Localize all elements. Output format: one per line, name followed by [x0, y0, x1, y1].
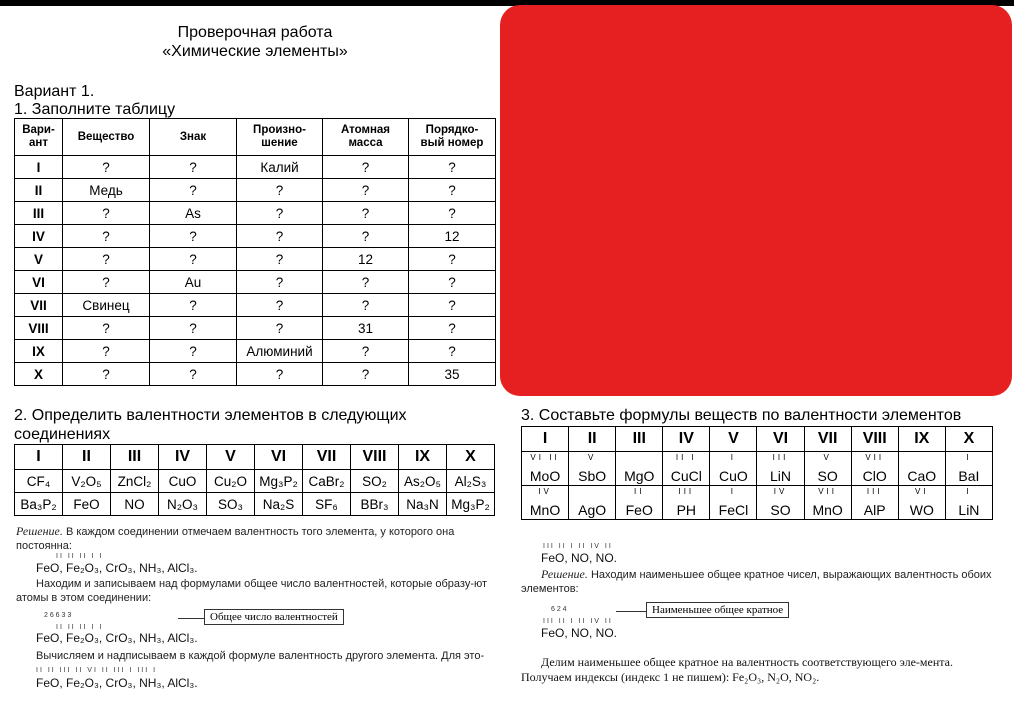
- elements-table-row: [15, 271, 496, 294]
- elements-table-cell: Свинец: [63, 294, 150, 317]
- solution-left-valence-marks-3: II II III II VI II III I III I: [36, 667, 158, 674]
- formula-table-header-cell: IV: [663, 427, 710, 452]
- elements-table-cell: I: [15, 156, 63, 179]
- elements-table-cell: ?: [150, 179, 237, 202]
- elements-table-cell: ?: [237, 294, 323, 317]
- formula-text: AgO: [578, 502, 607, 518]
- valence-table-cell: Ba₃P₂: [15, 493, 63, 516]
- callout-lcm: Наименьшее общее кратное: [646, 602, 789, 618]
- formula-text: SO: [817, 468, 838, 484]
- solution-right-formula-1: FeO, NO, NO.: [541, 551, 618, 565]
- valence-table-cell: CaBr₂: [303, 470, 351, 493]
- elements-table-cell: ?: [409, 248, 496, 271]
- elements-table-cell: Калий: [237, 156, 323, 179]
- valence-table-header-cell: VII: [303, 445, 351, 470]
- valence-table-cell: Mg₃P₂: [447, 493, 495, 516]
- elements-table-cell: VII: [15, 294, 63, 317]
- formula-table-header-cell: V: [710, 427, 757, 452]
- formula-table-header-cell: X: [945, 427, 992, 452]
- valence-table-header-cell: IV: [159, 445, 207, 470]
- valence-mark: VII: [865, 453, 885, 462]
- elements-table-cell: ?: [237, 202, 323, 225]
- elements-table-cell: ?: [409, 156, 496, 179]
- callout-line-right: [616, 611, 646, 612]
- valence-table-cell: ZnCl₂: [111, 470, 159, 493]
- valence-mark: I: [966, 453, 972, 462]
- formula-text: MnO: [529, 502, 561, 518]
- valence-table-cell: CuO: [159, 470, 207, 493]
- task3-heading: 3. Составьте формулы веществ по валентности элементов: [521, 407, 962, 424]
- valence-mark: I: [730, 487, 737, 496]
- elements-table-cell: ?: [150, 156, 237, 179]
- valence-mark: VI II: [530, 453, 560, 462]
- formula-table-cell: [898, 486, 945, 520]
- formula-text: MgO: [624, 468, 655, 484]
- elements-table-cell: 35: [409, 363, 496, 386]
- valence-mark: V: [587, 453, 597, 462]
- elements-table-cell: ?: [63, 317, 150, 340]
- formula-text: CuCl: [670, 468, 702, 484]
- formula-table-cell: [710, 452, 757, 486]
- elements-table-cell: ?: [150, 225, 237, 248]
- valence-table-cell: NO: [111, 493, 159, 516]
- formula-text: CuO: [719, 468, 748, 484]
- valence-table: [14, 444, 495, 516]
- elements-table-cell: II: [15, 179, 63, 202]
- solution-left-p3: Вычисляем и надписываем в каждой формуле валентность другого элемента. Для это-: [36, 650, 485, 662]
- solution-left-p2: Находим и записываем над формулами общее число валентностей, которые образу-ют атомы в этом соединении:: [16, 578, 488, 604]
- elements-table-row: [15, 363, 496, 386]
- elements-table-row: [15, 156, 496, 179]
- formula-text: MoO: [529, 468, 561, 484]
- elements-table-cell: X: [15, 363, 63, 386]
- elements-table-cell: ?: [409, 317, 496, 340]
- valence-mark: III: [772, 453, 789, 462]
- page-title-line1: Проверочная работа: [177, 24, 333, 41]
- elements-table-cell: ?: [237, 248, 323, 271]
- solution-left-valence-marks-2: II II II I I: [56, 624, 104, 631]
- valence-mark: II I: [675, 453, 697, 462]
- formula-table-cell: [851, 452, 898, 486]
- task1-heading: 1. Заполните таблицу: [14, 101, 176, 118]
- solution-left-formula-1: FeO, Fe₂O₃, CrO₃, NH₃, AlCl₃.: [36, 561, 198, 575]
- solution-left-valence-marks-1: II II II I I: [56, 553, 104, 560]
- formula-table-cell: [569, 486, 616, 520]
- redaction-block: [500, 5, 1012, 396]
- formula-table-cell: [851, 486, 898, 520]
- formula-table-cell: [569, 452, 616, 486]
- valence-mark: I: [966, 487, 972, 496]
- elements-table-cell: III: [15, 202, 63, 225]
- solution-right-formula-2: FeO, NO, NO.: [541, 626, 618, 640]
- elements-table-cell: ?: [237, 179, 323, 202]
- valence-mark: IV: [538, 487, 552, 496]
- formula-table-cell: [804, 486, 851, 520]
- elements-table-cell: ?: [237, 317, 323, 340]
- elements-table-cell: VIII: [15, 317, 63, 340]
- valence-mark: V: [823, 453, 832, 462]
- valence-table-row-1: [15, 470, 495, 493]
- valence-table-header-cell: VI: [255, 445, 303, 470]
- solution-right-lcm-values: 6 2 4: [551, 606, 567, 613]
- elements-table-cell: ?: [409, 340, 496, 363]
- formula-table-cell: [945, 486, 992, 520]
- elements-table-cell: ?: [323, 156, 409, 179]
- formula-text: ClO: [862, 468, 887, 484]
- formula-table-cell: [522, 452, 569, 486]
- elements-table-header-cell: Порядко- вый номер: [409, 119, 496, 156]
- formula-table-cell: [616, 452, 663, 486]
- valence-table-header-cell: X: [447, 445, 495, 470]
- elements-table-cell: Алюминий: [237, 340, 323, 363]
- solution-right-label: Решение.: [541, 567, 588, 581]
- formula-table-cell: [522, 486, 569, 520]
- valence-table-header-cell: I: [15, 445, 63, 470]
- elements-table-row: [15, 225, 496, 248]
- solution-left-totals: 2 6 6 3 3: [44, 612, 72, 619]
- valence-mark: III: [866, 487, 883, 496]
- valence-table-header-cell: VIII: [351, 445, 399, 470]
- elements-table-cell: ?: [409, 271, 496, 294]
- elements-table-cell: VI: [15, 271, 63, 294]
- valence-table-cell: As₂O₅: [399, 470, 447, 493]
- solution-right-valence-marks-2: III II I II IV II: [543, 618, 613, 625]
- elements-table-cell: ?: [63, 248, 150, 271]
- elements-table-cell: ?: [237, 271, 323, 294]
- elements-table-cell: ?: [63, 225, 150, 248]
- callout-total-valence: Общее число валентностей: [204, 609, 344, 625]
- formula-text: SbO: [578, 468, 607, 484]
- elements-table-cell: ?: [63, 156, 150, 179]
- solution-left-intro: [16, 524, 494, 553]
- elements-table-cell: ?: [323, 340, 409, 363]
- elements-table-cell: ?: [323, 179, 409, 202]
- valence-table-cell: V₂O₅: [63, 470, 111, 493]
- valence-table-cell: SO₂: [351, 470, 399, 493]
- formula-table-header-cell: VI: [757, 427, 804, 452]
- elements-table-cell: ?: [409, 202, 496, 225]
- formula-table-cell: [945, 452, 992, 486]
- elements-table-cell: ?: [323, 363, 409, 386]
- valence-table-cell: SO₃: [207, 493, 255, 516]
- valence-mark: I: [730, 453, 737, 462]
- elements-table-cell: ?: [150, 363, 237, 386]
- elements-table-cell: ?: [63, 340, 150, 363]
- formula-text: MnO: [812, 502, 843, 518]
- elements-table-cell: ?: [237, 225, 323, 248]
- elements-table-header-cell: Вещество: [63, 119, 150, 156]
- valence-table-cell: Cu₂O: [207, 470, 255, 493]
- valence-table-header-cell: V: [207, 445, 255, 470]
- formula-table-cell: [710, 486, 757, 520]
- formula-text: LiN: [958, 502, 980, 518]
- valence-table-cell: SF₆: [303, 493, 351, 516]
- valence-table-header-cell: III: [111, 445, 159, 470]
- elements-table-cell: ?: [150, 294, 237, 317]
- elements-table-row: [15, 317, 496, 340]
- formula-table-header: [522, 427, 993, 452]
- formula-text: FeO: [625, 502, 653, 518]
- valence-table-cell: Al₂S₃: [447, 470, 495, 493]
- formula-text: CaO: [907, 468, 937, 484]
- valence-table-cell: FeO: [63, 493, 111, 516]
- solution-right-p1: Находим наименьшее общее кратное чисел, выражающих валентность обоих элементов:: [521, 569, 992, 595]
- formula-text: LiN: [770, 468, 792, 484]
- elements-table-row: [15, 340, 496, 363]
- valence-table-cell: N₂O₃: [159, 493, 207, 516]
- valence-mark: III: [678, 487, 695, 496]
- formula-table-cell: [757, 452, 804, 486]
- valence-table-cell: Na₃N: [399, 493, 447, 516]
- elements-table-cell: 12: [323, 248, 409, 271]
- solution-right-valence-marks-1: III II I II IV II: [543, 543, 613, 550]
- callout-line-left: [178, 618, 204, 619]
- elements-table-cell: IX: [15, 340, 63, 363]
- formula-text: BaI: [958, 468, 980, 484]
- formula-table-header-cell: II: [569, 427, 616, 452]
- formula-table: [521, 426, 993, 520]
- valence-mark: II: [634, 487, 645, 496]
- elements-table-cell: Медь: [63, 179, 150, 202]
- elements-table-cell: V: [15, 248, 63, 271]
- elements-table-row: [15, 202, 496, 225]
- valence-table-cell: CF₄: [15, 470, 63, 493]
- formula-table-cell: [663, 452, 710, 486]
- valence-table-cell: BBr₃: [351, 493, 399, 516]
- elements-table-header: [15, 119, 496, 156]
- elements-table-body: [15, 156, 496, 386]
- formula-table-cell: [616, 486, 663, 520]
- valence-table-header-cell: II: [63, 445, 111, 470]
- elements-table-header-cell: Знак: [150, 119, 237, 156]
- task2-heading-line1: 2. Определить валентности элементов в следующих: [14, 407, 407, 424]
- elements-table-cell: ?: [150, 248, 237, 271]
- formula-table-cell: [757, 486, 804, 520]
- elements-table-cell: Au: [150, 271, 237, 294]
- formula-text: AlP: [863, 502, 886, 518]
- elements-table-cell: ?: [150, 340, 237, 363]
- valence-table-cell: Na₂S: [255, 493, 303, 516]
- elements-table-cell: ?: [323, 294, 409, 317]
- formula-table-header-cell: VII: [804, 427, 851, 452]
- formula-table-cell: [663, 486, 710, 520]
- valence-mark: IV: [773, 487, 788, 496]
- solution-left-label: Решение.: [16, 524, 63, 538]
- elements-table-header-cell: Вари- ант: [15, 119, 63, 156]
- valence-table-cell: Mg₃P₂: [255, 470, 303, 493]
- elements-table-cell: ?: [150, 317, 237, 340]
- elements-table-cell: ?: [323, 202, 409, 225]
- solution-left-formula-3: FeO, Fe₂O₃, CrO₃, NH₃, AlCl₃.: [36, 676, 198, 690]
- formula-table-row-2: [522, 486, 993, 520]
- elements-table-row: [15, 294, 496, 317]
- formula-text: SO: [770, 502, 791, 518]
- formula-text: FeCl: [718, 502, 749, 518]
- elements-table-cell: ?: [237, 363, 323, 386]
- elements-table-header-cell: Атомная масса: [323, 119, 409, 156]
- valence-mark: VII: [818, 487, 837, 496]
- page-title-line2: «Химические элементы»: [162, 43, 348, 60]
- solution-right-p2: Делим наименьшее общее кратное на валентность соответствующего эле-мента. Получаем индексы (индекс 1 не пишем): Fe₂O₃, N₂O, NO₂.: [521, 655, 953, 684]
- solution-right-intro: [521, 567, 993, 596]
- elements-table-cell: ?: [409, 179, 496, 202]
- solution-left-formula-2: FeO, Fe₂O₃, CrO₃, NH₃, AlCl₃.: [36, 631, 198, 645]
- valence-table-row-2: [15, 493, 495, 516]
- elements-table-cell: ?: [323, 225, 409, 248]
- elements-table-cell: 12: [409, 225, 496, 248]
- elements-table-cell: As: [150, 202, 237, 225]
- formula-table-row-1: [522, 452, 993, 486]
- elements-table-cell: ?: [63, 363, 150, 386]
- elements-table-header-cell: Произно- шение: [237, 119, 323, 156]
- elements-table-cell: ?: [323, 271, 409, 294]
- formula-text: PH: [676, 502, 697, 518]
- formula-table-header-cell: III: [616, 427, 663, 452]
- valence-table-header-cell: IX: [399, 445, 447, 470]
- valence-table-header: [15, 445, 495, 470]
- valence-mark: VI: [915, 487, 929, 496]
- elements-table-row: [15, 179, 496, 202]
- elements-table: [14, 118, 496, 386]
- elements-table-cell: ?: [63, 202, 150, 225]
- formula-table-header-cell: I: [522, 427, 569, 452]
- formula-table-cell: [804, 452, 851, 486]
- task2-heading-line2: соединениях: [14, 426, 111, 443]
- formula-table-cell: [898, 452, 945, 486]
- elements-table-cell: IV: [15, 225, 63, 248]
- elements-table-cell: ?: [63, 271, 150, 294]
- formula-table-header-cell: VIII: [851, 427, 898, 452]
- formula-text: WO: [909, 502, 934, 518]
- elements-table-cell: ?: [409, 294, 496, 317]
- elements-table-row: [15, 248, 496, 271]
- variant-label: Вариант 1.: [14, 83, 95, 100]
- formula-table-header-cell: IX: [898, 427, 945, 452]
- solution-left-p1: В каждом соединении отмечаем валентность того элемента, у которого она постоянна:: [16, 526, 455, 552]
- elements-table-cell: 31: [323, 317, 409, 340]
